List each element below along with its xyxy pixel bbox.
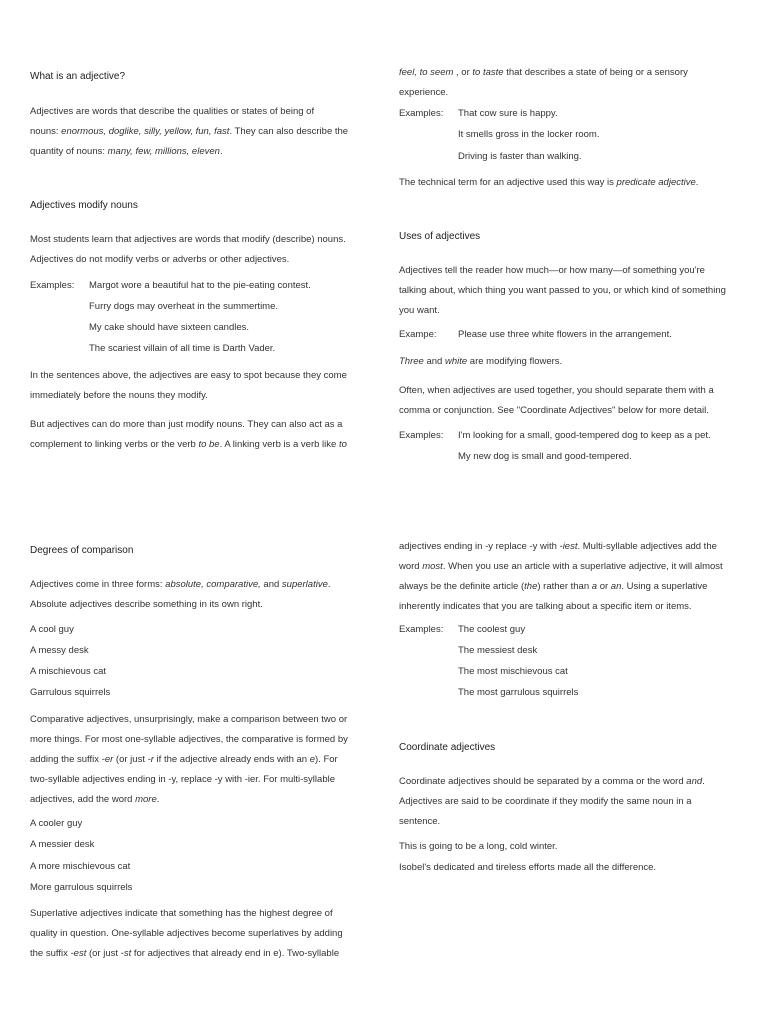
text-run: Comparative adjectives, unsurprisingly, make a comparison between two or	[30, 714, 348, 725]
text-line	[30, 710, 347, 730]
heading-what-is-adjective: What is an adjective?	[30, 71, 126, 82]
text-run: The technical term for an adjective used this way is	[399, 177, 617, 188]
italic-term: to be	[198, 439, 220, 450]
text-run: In the sentences above, the adjectives are easy to spot because they come	[30, 370, 347, 381]
text-run: Adjectives tell the reader how much—or how many—of something you're	[399, 265, 705, 276]
text-run: two-syllable adjectives ending in -y, replace -y with -ier. For multi-syllable	[30, 774, 335, 785]
text-run: if the adjective already ends with an	[153, 754, 310, 765]
italic-term: Three	[399, 356, 424, 367]
example-line: The coolest guy	[458, 624, 526, 635]
text-run: .	[695, 177, 699, 188]
list-item: A messier desk	[30, 839, 95, 850]
text-run: .	[156, 794, 160, 805]
text-line	[30, 924, 343, 944]
italic-term: -r	[147, 754, 154, 765]
list-item: A cooler guy	[30, 818, 83, 829]
italic-term: e	[309, 754, 316, 765]
italic-term: most	[422, 561, 443, 572]
text-run: the suffix	[30, 948, 71, 959]
italic-term: -est	[70, 948, 87, 959]
text-line	[30, 122, 348, 142]
italic-term: to	[338, 439, 347, 450]
examples-label: Examples:	[399, 624, 444, 635]
text-line	[30, 750, 338, 770]
text-line	[30, 575, 331, 595]
heading-coordinate-adjectives: Coordinate adjectives	[399, 742, 496, 753]
text-line	[399, 261, 705, 281]
text-run: Adjectives do not modify verbs or adverbs or other adjectives.	[30, 254, 290, 265]
italic-term: -iest	[559, 541, 578, 552]
text-line	[399, 577, 707, 597]
text-run: sentence.	[399, 816, 441, 827]
italic-term: to taste	[472, 67, 504, 78]
text-run: word	[399, 561, 423, 572]
italic-term: predicate adjective	[616, 177, 696, 188]
example-line: I'm looking for a small, good-tempered dog to keep as a pet.	[458, 430, 711, 441]
text-line	[399, 352, 562, 372]
italic-term: -st	[120, 948, 132, 959]
text-run: always be the definite article (	[399, 581, 525, 592]
text-line	[399, 63, 688, 83]
text-line	[399, 597, 692, 617]
italic-term: the	[524, 581, 538, 592]
example-line: The most garrulous squirrels	[458, 687, 579, 698]
text-run: or	[597, 581, 611, 592]
example-line: The most mischievous cat	[458, 666, 568, 677]
heading-uses-of-adjectives: Uses of adjectives	[399, 231, 481, 242]
text-run: Superlative adjectives indicate that something has the highest degree of	[30, 908, 333, 919]
text-run: adding the suffix	[30, 754, 102, 765]
text-line	[30, 730, 348, 750]
italic-term: enormous, doglike, silly, yellow, fun, fast	[61, 126, 230, 137]
text-run: complement to linking verbs or the verb	[30, 439, 199, 450]
examples-label: Examples:	[30, 280, 75, 291]
italic-term: and	[686, 776, 703, 787]
text-run: and	[423, 356, 445, 367]
text-run: immediately before the nouns they modify.	[30, 390, 208, 401]
text-line	[399, 812, 440, 832]
italic-term: absolute, comparative,	[165, 579, 261, 590]
text-run: Most students learn that adjectives are words that modify (describe) nouns.	[30, 234, 346, 245]
text-line	[30, 142, 223, 162]
italic-term: an	[610, 581, 622, 592]
text-run: (or just	[113, 754, 148, 765]
text-line	[30, 230, 346, 250]
text-run: Absolute adjectives describe something in its own right.	[30, 599, 263, 610]
example-line: It smells gross in the locker room.	[458, 129, 600, 140]
text-run: But adjectives can do more than just modify nouns. They can also act as a	[30, 419, 343, 430]
text-run: more things. For most one-syllable adjectives, the comparative is formed by	[30, 734, 348, 745]
text-run: . Multi-syllable adjectives add the	[577, 541, 717, 552]
italic-term: white	[444, 356, 468, 367]
list-item: A messy desk	[30, 645, 89, 656]
list-item: A more mischievous cat	[30, 861, 131, 872]
heading-degrees-of-comparison: Degrees of comparison	[30, 545, 134, 556]
text-line	[30, 944, 339, 964]
italic-term: feel, to seem	[399, 67, 454, 78]
sentence: This is going to be a long, cold winter.	[399, 841, 558, 852]
text-run: quality in question. One-syllable adjectives become superlatives by adding	[30, 928, 343, 939]
text-line	[399, 557, 723, 577]
sentence: Isobel's dedicated and tireless efforts made all the difference.	[399, 862, 657, 873]
text-run: Adjectives come in three forms:	[30, 579, 166, 590]
text-run: (or just	[86, 948, 121, 959]
text-run: .	[327, 579, 331, 590]
example-line: Furry dogs may overheat in the summertime.	[89, 301, 279, 312]
text-run: nouns:	[30, 126, 62, 137]
text-line	[399, 537, 717, 557]
text-run: experience.	[399, 87, 449, 98]
italic-term: superlative	[281, 579, 328, 590]
text-line	[399, 772, 705, 792]
text-line	[30, 386, 208, 406]
text-run: Adjectives are words that describe the qualities or states of being of	[30, 106, 315, 117]
text-line	[30, 904, 333, 924]
italic-term: -er	[101, 754, 114, 765]
text-run: Often, when adjectives are used together, you should separate them with a	[399, 385, 714, 396]
list-item: More garrulous squirrels	[30, 882, 133, 893]
text-run: . When you use an article with a superlative adjective, it will almost	[442, 561, 723, 572]
text-run: ) rather than	[537, 581, 592, 592]
text-run: . A linking verb is a verb like	[219, 439, 339, 450]
text-run: quantity of nouns:	[30, 146, 108, 157]
example-line: That cow sure is happy.	[458, 108, 558, 119]
text-run: that describes a state of being or a sensory	[503, 67, 688, 78]
example-line: The scariest villain of all time is Darth Vader.	[89, 343, 276, 354]
text-line	[399, 792, 692, 812]
text-run: talking about, which thing you want passed to you, or which kind of something	[399, 285, 726, 296]
example-line: The messiest desk	[458, 645, 538, 656]
example-line: My new dog is small and good-tempered.	[458, 451, 632, 462]
example-line: Margot wore a beautiful hat to the pie-eating contest.	[89, 280, 311, 291]
text-line	[30, 790, 159, 810]
text-line	[30, 770, 335, 790]
text-run: you want.	[399, 305, 440, 316]
text-line	[30, 366, 347, 386]
italic-term: a	[591, 581, 598, 592]
example-line: Driving is faster than walking.	[458, 151, 582, 162]
examples-label: Examples:	[399, 108, 444, 119]
example-label: Exampe:	[399, 329, 437, 340]
heading-adjectives-modify-nouns: Adjectives modify nouns	[30, 200, 138, 211]
text-run: , or	[453, 67, 473, 78]
text-line	[399, 401, 709, 421]
text-run: . Using a superlative	[621, 581, 708, 592]
text-run: comma or conjunction. See "Coordinate Adjectives" below for more detail.	[399, 405, 709, 416]
text-run: for adjectives that already end in e). Two-syllable	[131, 948, 340, 959]
example-line: My cake should have sixteen candles.	[89, 322, 250, 333]
text-run: Coordinate adjectives should be separated by a comma or the word	[399, 776, 687, 787]
text-run: ). For	[315, 754, 338, 765]
text-line	[30, 415, 342, 435]
list-item: A mischievous cat	[30, 666, 107, 677]
text-line	[399, 173, 698, 193]
example-line: Please use three white flowers in the arrangement.	[458, 329, 672, 340]
text-run: adjectives, add the word	[30, 794, 136, 805]
text-line	[399, 83, 448, 103]
list-item: A cool guy	[30, 624, 74, 635]
italic-term: more	[135, 794, 157, 805]
text-run: .	[219, 146, 223, 157]
text-line	[30, 102, 314, 122]
text-line	[399, 281, 726, 301]
text-line	[399, 381, 714, 401]
text-run: inherently indicates that you are talking about a specific item or items.	[399, 601, 692, 612]
examples-label: Examples:	[399, 430, 444, 441]
text-line	[30, 595, 263, 615]
text-run: adjectives ending in -y replace -y with	[399, 541, 560, 552]
text-run: Adjectives are said to be coordinate if they modify the same noun in a	[399, 796, 692, 807]
text-line	[399, 301, 440, 321]
text-run: .	[702, 776, 705, 787]
text-line	[30, 435, 347, 455]
list-item: Garrulous squirrels	[30, 687, 111, 698]
text-line	[30, 250, 289, 270]
text-run: and	[260, 579, 282, 590]
text-run: are modifying flowers.	[467, 356, 563, 367]
italic-term: many, few, millions, eleven	[107, 146, 220, 157]
text-run: . They can also describe the	[229, 126, 349, 137]
